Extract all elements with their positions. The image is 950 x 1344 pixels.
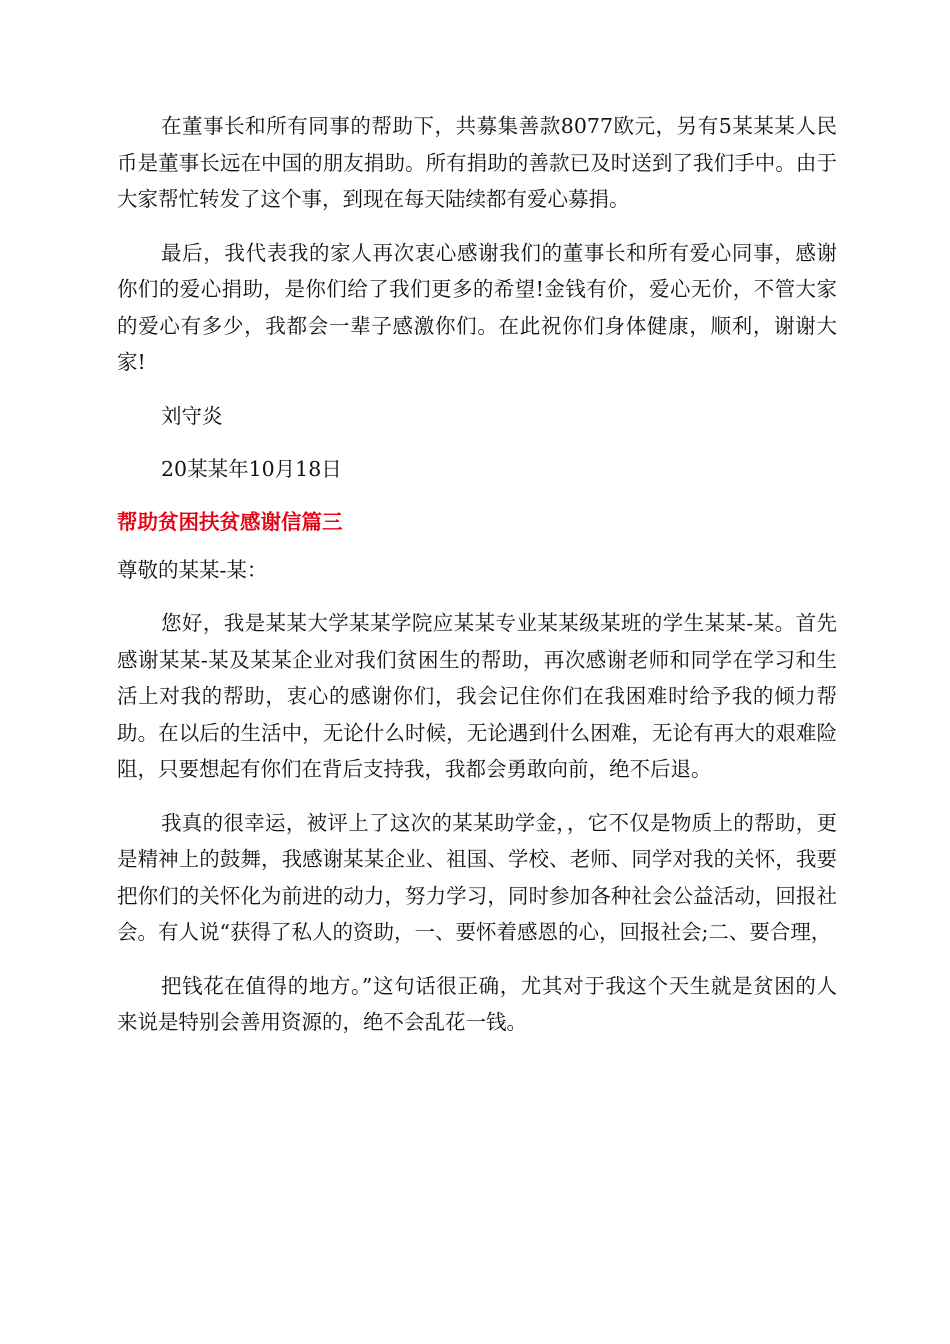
section-heading: 帮助贫困扶贫感谢信篇三 [117, 509, 343, 534]
signature-name: 刘守炎 [161, 403, 223, 428]
body-paragraph-closing-thanks: 最后，我代表我的家人再次衷心感谢我们的董事长和所有爱心同事，感谢你们的爱心捐助，是你们给了我们更多的希望!金钱有价，爱心无价，不管大家的爱心有多少，我都会一辈子感激你们。在此祝你们身体健康，顺利，谢谢大家! [117, 240, 837, 374]
body-paragraph-donation-summary: 在董事长和所有同事的帮助下，共募集善款8077欧元，另有5某某某人民币是董事长远在中国的朋友捐助。所有捐助的善款已及时送到了我们手中。由于大家帮忙转发了这个事，到现在每天陆续都有爱心募捐。 [117, 114, 837, 211]
signature-date: 20某某年10月18日 [161, 457, 342, 481]
letter-salutation: 尊敬的某某-某： [117, 557, 268, 582]
document-body [117, 108, 837, 1058]
body-paragraph-spending: 把钱花在值得的地方。”这句话很正确，尤其对于我这个天生就是贫困的人来说是特别会善用资源的，绝不会乱花一钱。 [117, 973, 837, 1034]
body-paragraph-introduction: 您好，我是某某大学某某学院应某某专业某某级某班的学生某某-某。首先感谢某某-某及某某企业对我们贫困生的帮助，再次感谢老师和同学在学习和生活上对我的帮助，衷心的感谢你们，我会记住你们在我困难时给予我的倾力帮助。在以后的生活中，无论什么时候，无论遇到什么困难，无论有再大的艰难险阻，只要想起有你们在背后支持我，我都会勇敢向前，绝不后退。 [117, 611, 837, 781]
body-paragraph-scholarship: 我真的很幸运，被评上了这次的某某助学金，，它不仅是物质上的帮助，更是精神上的鼓舞，我感谢某某企业、祖国、学校、老师、同学对我的关怀，我要把你们的关怀化为前进的动力，努力学习，同时参加各种社会公益活动，回报社会。有人说“获得了私人的资助，一、要怀着感恩的心，回报社会;二、要合理， [117, 810, 837, 944]
